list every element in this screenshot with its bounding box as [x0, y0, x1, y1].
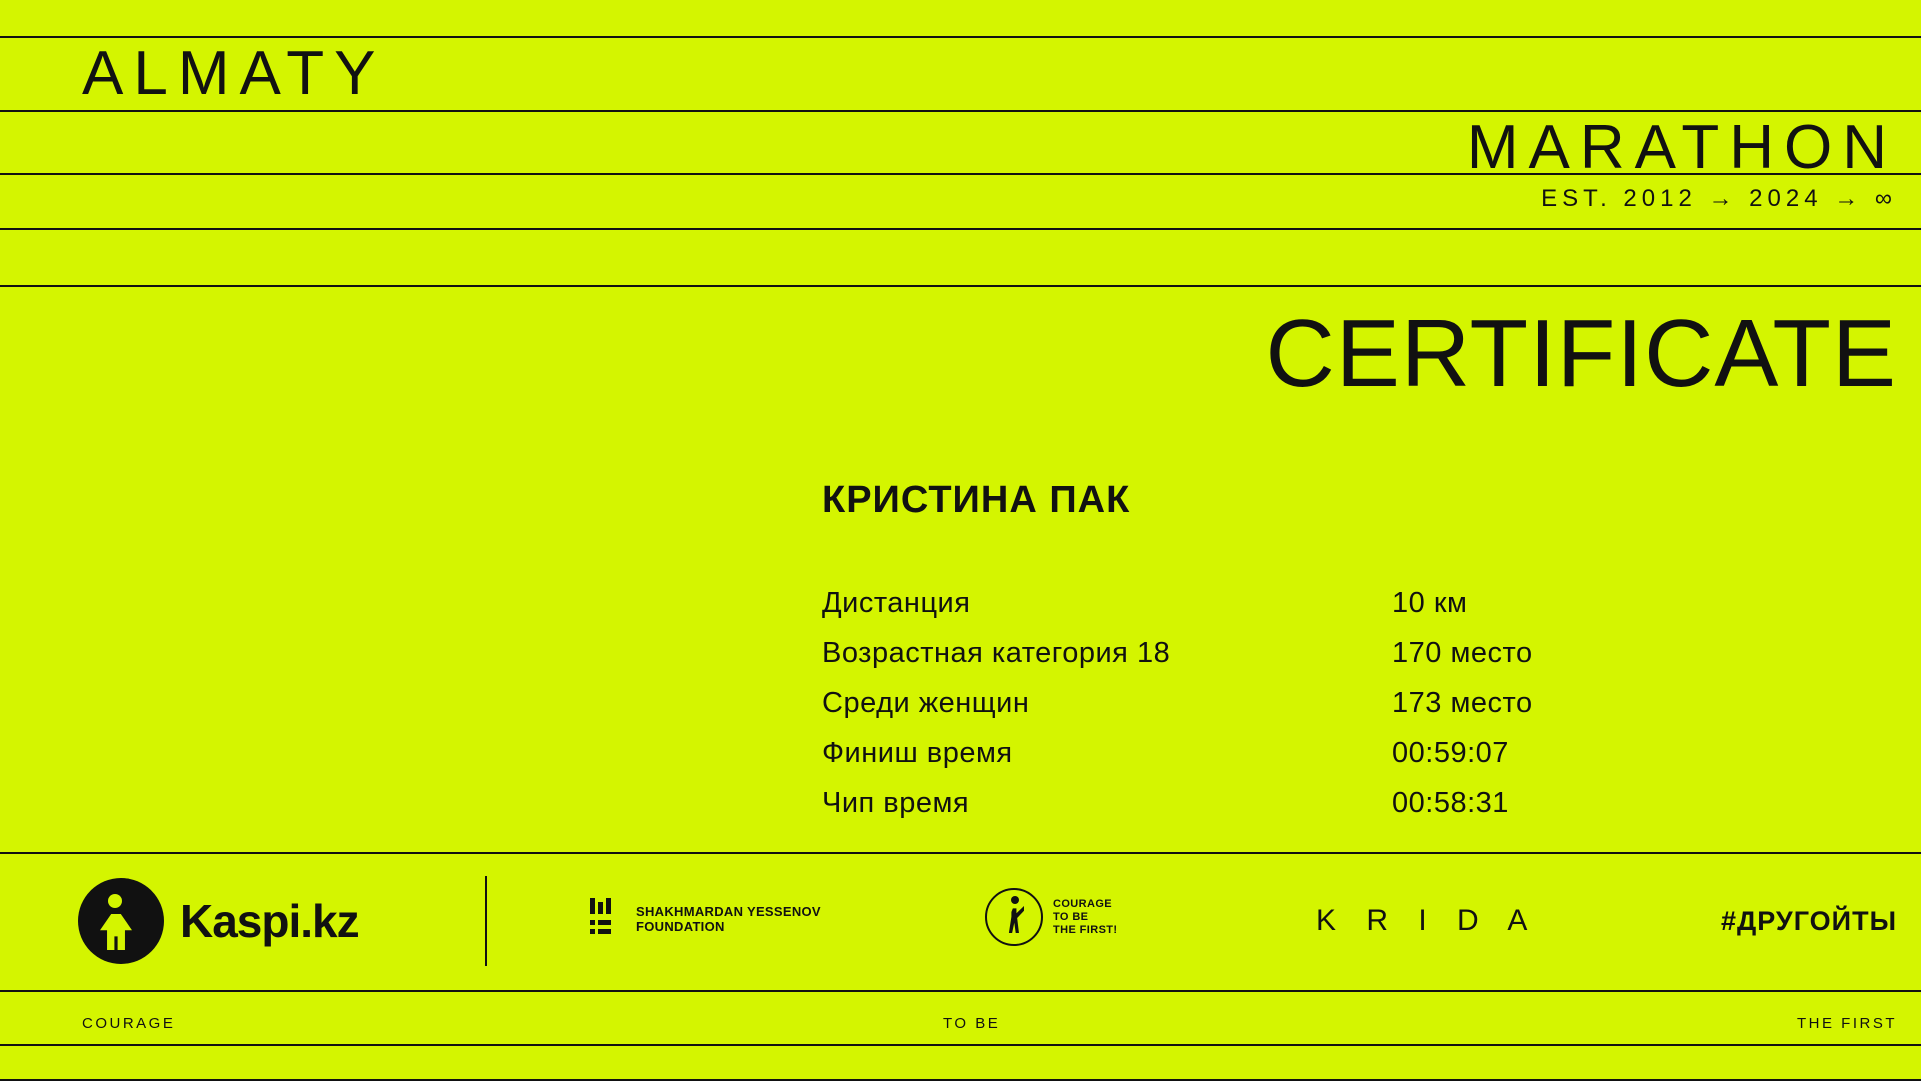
result-value: 173 место: [1392, 687, 1533, 719]
sponsor-krida-label: K R I D A: [1316, 904, 1539, 937]
established-line: EST. 2012 → 2024 → ∞: [1541, 185, 1897, 212]
yessenov-foundation-icon: [590, 898, 624, 940]
sponsor-yessenov-label: [636, 904, 821, 934]
footer-right-text: THE FIRST: [1797, 1014, 1897, 1032]
footer-bar: [0, 1003, 1921, 1043]
table-row: [822, 578, 1582, 628]
kaspi-logo-icon: [78, 878, 164, 964]
page-title: CERTIFICATE: [1265, 300, 1897, 407]
result-value: 170 место: [1392, 637, 1533, 669]
divider-rule-2: [0, 110, 1921, 112]
result-label: Финиш время: [822, 737, 1013, 769]
sponsor-corporate-fund: [985, 888, 1118, 946]
yessenov-line-1: SHAKHMARDAN YESSENOV: [636, 904, 821, 919]
sponsor-kaspi: [78, 878, 359, 964]
sponsor-bar: [0, 854, 1921, 990]
table-row: [822, 628, 1582, 678]
divider-rule-1: [0, 36, 1921, 38]
divider-rule-5: [0, 285, 1921, 287]
result-label: Возрастная категория 18: [822, 637, 1171, 669]
footer-left-text: COURAGE: [82, 1014, 176, 1032]
divider-rule-8: [0, 1044, 1921, 1046]
results-table: [822, 578, 1582, 828]
result-value: 10 км: [1392, 587, 1468, 619]
table-row: [822, 778, 1582, 828]
corporate-fund-icon: [985, 888, 1043, 946]
brand-line-marathon: MARATHON: [1466, 113, 1897, 182]
result-label: Дистанция: [822, 587, 971, 619]
divider-rule-4: [0, 228, 1921, 230]
sponsor-divider: [485, 876, 487, 966]
sponsor-kaspi-label: Kaspi.kz: [180, 895, 359, 947]
table-row: [822, 678, 1582, 728]
corporate-fund-line-2: TO BE: [1053, 910, 1089, 923]
footer-center-text: TO BE: [943, 1014, 1001, 1032]
divider-rule-7: [0, 990, 1921, 992]
result-value: 00:58:31: [1392, 787, 1509, 819]
result-label: Среди женщин: [822, 687, 1030, 719]
sponsor-yessenov: [590, 898, 821, 940]
sponsor-drugoity-label: #ДРУГОЙТЫ: [1721, 906, 1897, 936]
result-label: Чип время: [822, 787, 970, 819]
corporate-fund-line-3: THE FIRST!: [1053, 923, 1118, 936]
brand-line-almaty: ALMATY: [82, 39, 386, 108]
corporate-fund-line-1: COURAGE: [1053, 897, 1113, 910]
table-row: [822, 728, 1582, 778]
sponsor-corporate-fund-label: [1053, 898, 1118, 937]
athlete-name: КРИСТИНА ПАК: [822, 479, 1131, 521]
result-value: 00:59:07: [1392, 737, 1509, 769]
yessenov-line-2: FOUNDATION: [636, 919, 725, 934]
